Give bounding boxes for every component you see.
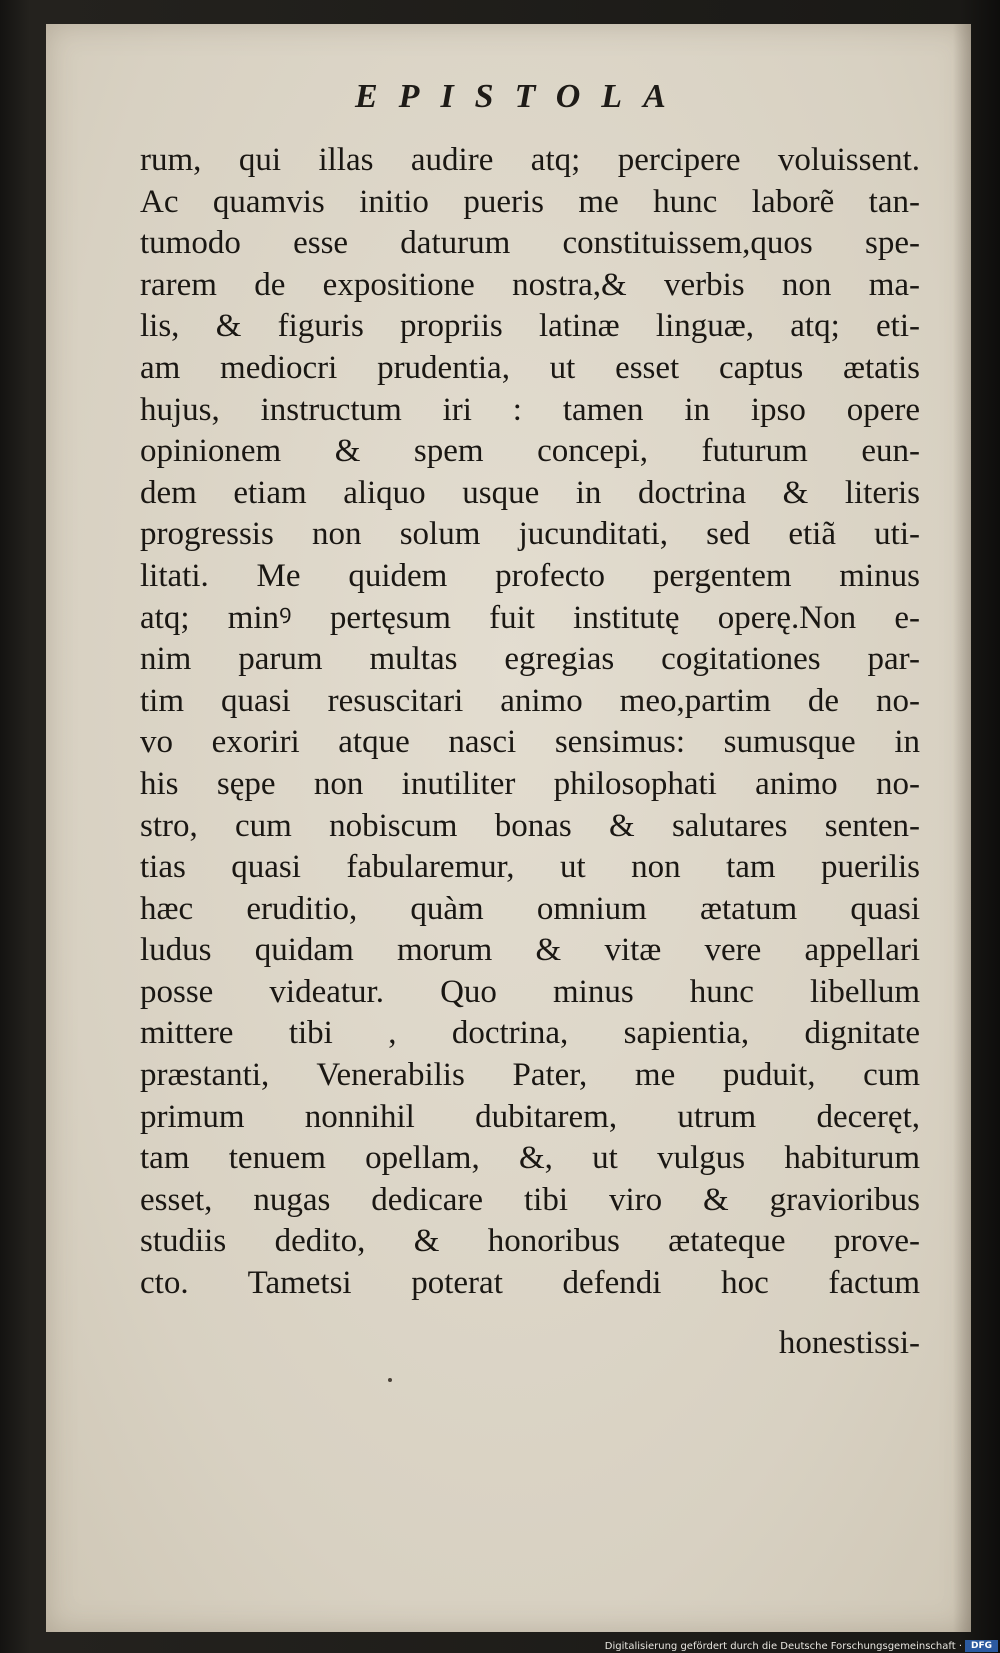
text-line: his sępe non inutiliter philosophati animo no- — [140, 765, 920, 802]
text-line: rum, qui illas audire atq; percipere voluissent. — [140, 142, 920, 178]
text-line: posse videatur. Quo minus hunc libellum — [140, 973, 920, 1010]
text-line: ludus quidam morum & vitæ vere appellari — [140, 932, 920, 969]
text-line: progressis non solum jucunditati, sed etiã uti- — [140, 516, 920, 553]
text-line: tam tenuem opellam, &, ut vulgus habiturum — [140, 1140, 920, 1177]
text-line: am mediocri prudentia, ut esset captus ætatis — [140, 349, 920, 386]
text-line: atq; minꝰ pertęsum fuit institutę operę.Non e- — [140, 599, 920, 636]
text-line: vo exoriri atque nasci sensimus: sumusque in — [140, 724, 920, 761]
text-line: hujus, instructum iri : tamen in ipso opere — [140, 391, 920, 428]
text-line: studiis dedito, & honoribus ætateque prove- — [140, 1223, 920, 1260]
dfg-logo: DFG — [965, 1640, 998, 1652]
text-line: lis, & figuris propriis latinæ linguæ, atq; eti- — [140, 308, 920, 345]
body-text — [140, 140, 920, 1305]
text-line: præstanti, Venerabilis Pater, me puduit, cum — [140, 1057, 920, 1094]
catchword: honestissi- — [778, 1325, 920, 1361]
text-line: Ac quamvis initio pueris me hunc laborẽ tan- — [140, 183, 920, 220]
page-edge-shadow — [953, 24, 971, 1632]
ink-speck — [388, 1378, 392, 1382]
text-line: tim quasi resuscitari animo meo,partim de no- — [140, 682, 920, 719]
text-line: nim parum multas egregias cogitationes par- — [140, 641, 920, 678]
text-line: stro, cum nobiscum bonas & salutares senten- — [140, 807, 920, 844]
running-head: EPISTOLA — [355, 78, 687, 115]
text-line: litati. Me quidem profecto pergentem minus — [140, 557, 920, 594]
text-line: dem etiam aliquo usque in doctrina & literis — [140, 474, 920, 511]
text-line: hæc eruditio, quàm omnium ætatum quasi — [140, 890, 920, 927]
text-line: tumodo esse daturum constituissem,quos spe- — [140, 225, 920, 262]
text-line: mittere tibi , doctrina, sapientia, dignitate — [140, 1015, 920, 1052]
text-line: tias quasi fabularemur, ut non tam puerilis — [140, 849, 920, 886]
text-line: cto. Tametsi poterat defendi hoc factum — [140, 1265, 920, 1302]
text-line: primum nonnihil dubitarem, utrum deceręt, — [140, 1098, 920, 1135]
text-line: rarem de expositione nostra,& verbis non ma- — [140, 266, 920, 303]
digitization-credit: Digitalisierung gefördert durch die Deutsche Forschungsgemeinschaft · — [604, 1641, 962, 1652]
text-line: esset, nugas dedicare tibi viro & gravioribus — [140, 1181, 920, 1218]
text-line: opinionem & spem concepi, futurum eun- — [140, 433, 920, 470]
